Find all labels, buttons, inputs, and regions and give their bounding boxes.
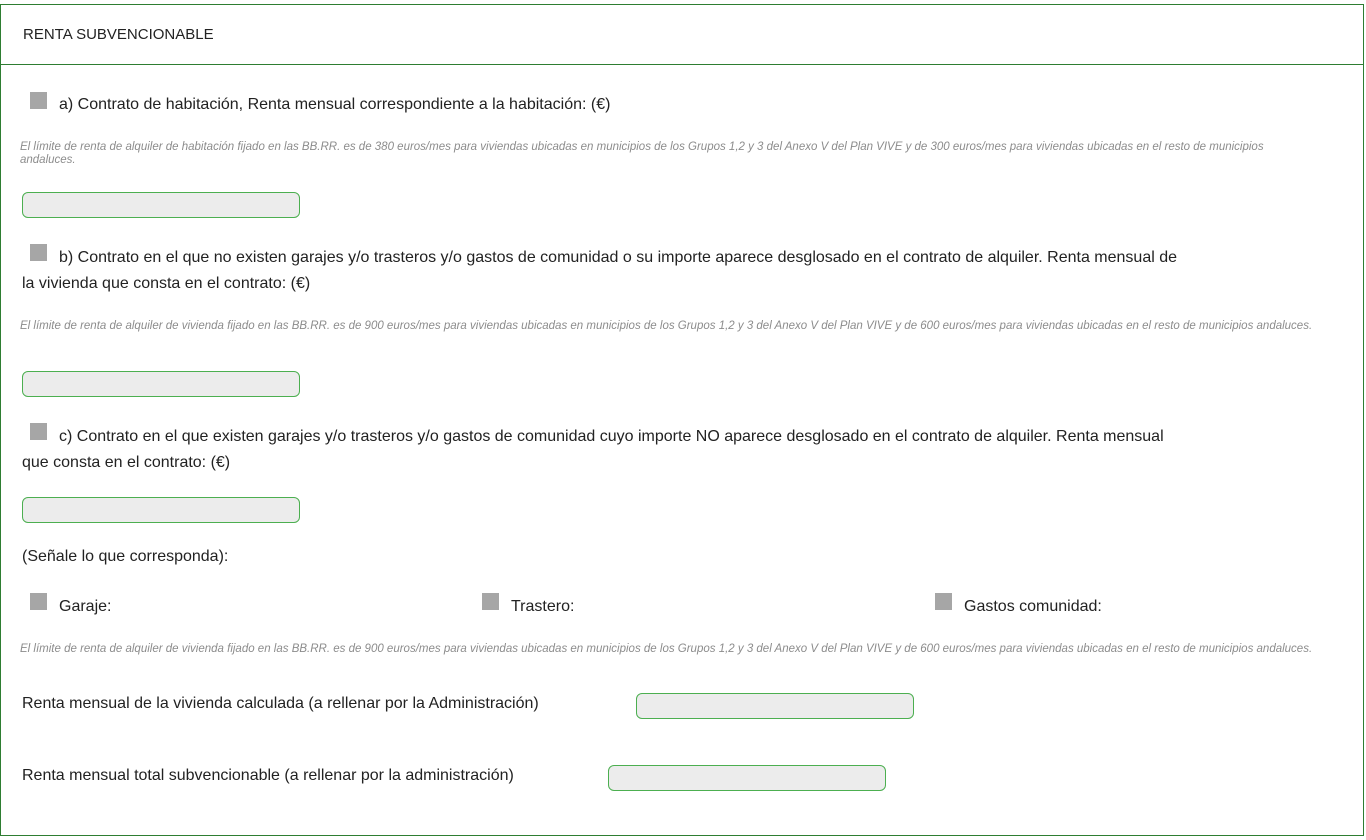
option-a-label: a) Contrato de habitación, Renta mensual correspondiente a la habitación: (€) [59,96,611,113]
garaje-label: Garaje: [59,598,112,615]
gastos-comunidad-checkbox[interactable] [935,593,952,610]
option-b-rent-input[interactable] [22,371,300,397]
option-c-label-line1: c) Contrato en el que existen garajes y/o trasteros y/o gastos de comunidad cuyo importe NO aparece desglosado en el contrato de alquiler. Renta mensual [59,428,1164,445]
panel-header [1,5,1363,65]
gastos-comunidad-label: Gastos comunidad: [964,598,1102,615]
calculated-rent-label: Renta mensual de la vivienda calculada (a rellenar por la Administración) [22,695,539,712]
option-c-rent-input[interactable] [22,497,300,523]
option-b-checkbox[interactable] [30,244,47,261]
option-b-label-line1: b) Contrato en el que no existen garajes y/o trasteros y/o gastos de comunidad o su importe aparece desglosado en el contrato de alquiler. Renta mensual de [59,249,1178,266]
option-b-label-line2: la vivienda que consta en el contrato: (€) [22,275,311,292]
option-c-note: El límite de renta de alquiler de vivienda fijado en las BB.RR. es de 900 euros/mes para viviendas ubicadas en municipios de los Grupos 1,2 y 3 del Anexo V del Plan VIVE y de 600 euros/mes para viviendas ubicadas en el resto de municipios andaluces. [20,643,1313,655]
total-rent-label: Renta mensual total subvencionable (a rellenar por la administración) [22,767,514,784]
total-rent-input[interactable] [608,765,886,791]
calculated-rent-input[interactable] [636,693,914,719]
option-c-checkbox[interactable] [30,423,47,440]
select-prompt: (Señale lo que corresponda): [22,548,229,565]
option-a-checkbox[interactable] [30,92,47,109]
option-a-note: El límite de renta de alquiler de habitación fijado en las BB.RR. es de 380 euros/mes para viviendas ubicadas en municipios de los Grupos 1,2 y 3 del Anexo V del Plan VIVE y de 300 euros/mes para viviendas ubicadas en el resto de municipios andaluces. [20,141,1264,166]
option-b-note: El límite de renta de alquiler de vivienda fijado en las BB.RR. es de 900 euros/mes para viviendas ubicadas en municipios de los Grupos 1,2 y 3 del Anexo V del Plan VIVE y de 600 euros/mes para viviendas ubicadas en el resto de municipios andaluces. [20,320,1313,332]
option-c-label-line2: que consta en el contrato: (€) [22,454,231,471]
garaje-checkbox[interactable] [30,593,47,610]
section-title: RENTA SUBVENCIONABLE [23,26,214,43]
trastero-label: Trastero: [511,598,575,615]
option-a-rent-input[interactable] [22,192,300,218]
trastero-checkbox[interactable] [482,593,499,610]
